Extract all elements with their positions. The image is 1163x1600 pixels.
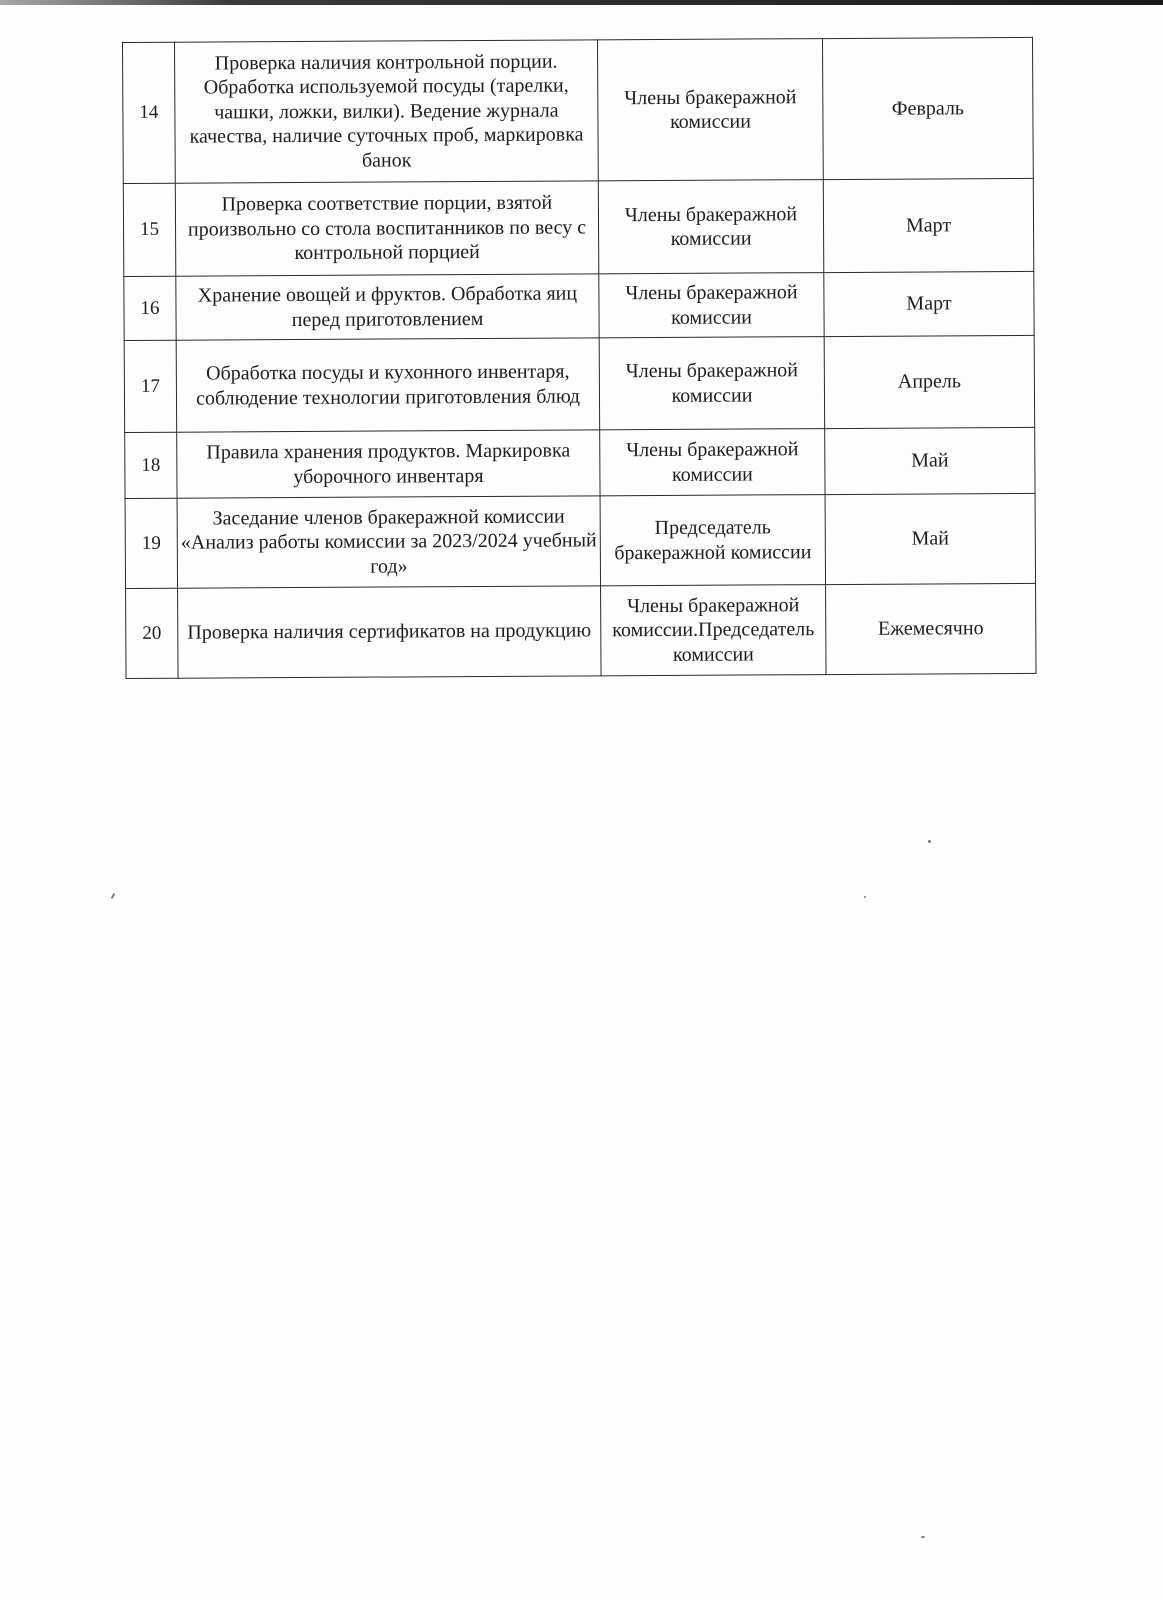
period-cell: Ежемесячно (826, 583, 1036, 674)
period-cell: Май (825, 427, 1035, 494)
period-cell: Март (823, 178, 1034, 272)
scan-speck (864, 896, 866, 898)
responsible-cell: Члены бракеражной комиссии (598, 180, 824, 274)
scan-speck (921, 1536, 925, 1538)
plan-table (122, 37, 1037, 679)
row-number: 18 (125, 432, 177, 498)
row-number: 14 (123, 42, 176, 183)
activity-cell: Проверка наличия контрольной порции. Обработка используемой посуды (тарелки, чашки, ложки, вилки). Ведение журнала качества, наличие суточных проб, маркировка банок (175, 40, 599, 183)
period-cell: Март (824, 271, 1034, 336)
table-row (125, 427, 1035, 498)
activity-cell: Правила хранения продуктов. Маркировка уборочного инвентаря (177, 430, 600, 498)
responsible-cell: Члены бракеражной комиссии (597, 39, 823, 181)
table-row (123, 178, 1034, 276)
period-cell: Май (825, 493, 1035, 584)
table-row (125, 493, 1035, 588)
responsible-cell: Члены бракеражной комиссии (599, 337, 825, 430)
row-number: 15 (123, 183, 176, 276)
period-cell: Апрель (824, 335, 1035, 428)
table-row (126, 583, 1036, 678)
activity-cell: Проверка наличия сертификатов на продукцию (178, 586, 601, 678)
responsible-cell: Члены бракеражной комиссии (599, 273, 824, 338)
activity-cell: Заседание членов бракеражной комиссии «Анализ работы комиссии за 2023/2024 учебный год» (177, 496, 600, 588)
table-row (123, 37, 1034, 183)
row-number: 17 (124, 340, 177, 432)
row-number: 16 (124, 276, 176, 340)
activity-cell: Хранение овощей и фруктов. Обработка яиц перед приготовлением (176, 274, 599, 340)
activity-cell: Проверка соответствие порции, взятой произвольно со стола воспитанников по весу с контрольной порцией (175, 181, 599, 276)
row-number: 20 (126, 588, 179, 678)
scan-top-edge (0, 0, 1163, 5)
activity-cell: Обработка посуды и кухонного инвентаря, соблюдение технологии приготовления блюд (176, 338, 600, 432)
responsible-cell: Председатель бракеражной комиссии (600, 495, 825, 586)
scan-speck (928, 840, 931, 843)
table-row (124, 271, 1034, 340)
scan-speck (111, 893, 116, 899)
period-cell: Февраль (822, 37, 1033, 179)
row-number: 19 (125, 498, 178, 588)
responsible-cell: Члены бракеражной комиссии (600, 429, 825, 496)
responsible-cell: Члены бракеражной комиссии.Председатель комиссии (601, 585, 826, 676)
table-row (124, 335, 1034, 432)
